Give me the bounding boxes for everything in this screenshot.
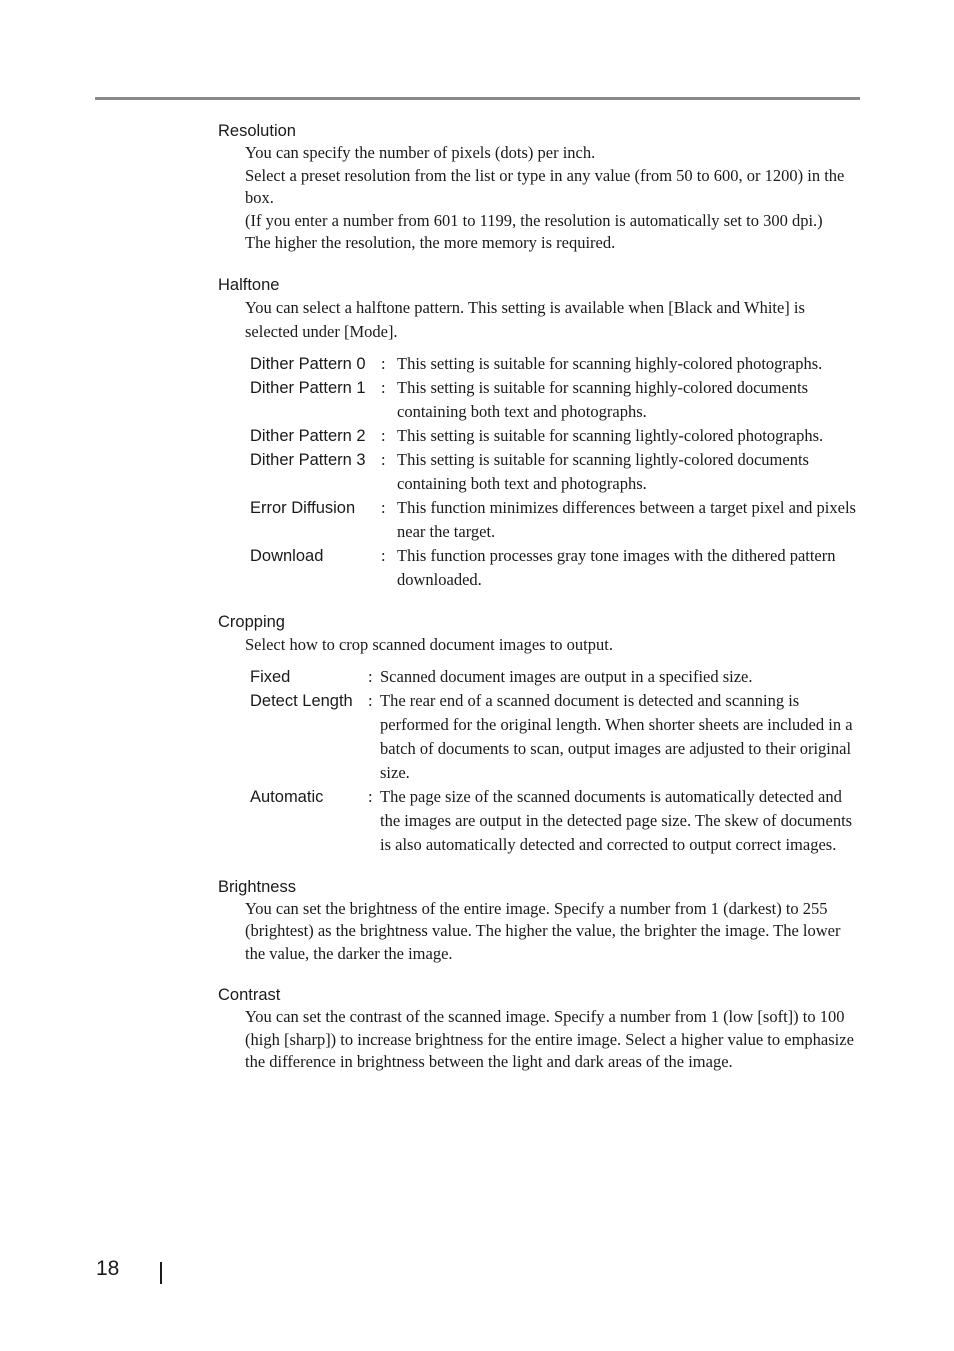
resolution-line: (If you enter a number from 601 to 1199, the resolution is automatically set to 300 dpi.): [245, 210, 823, 230]
cropping-option: [250, 785, 862, 857]
option-colon: :: [368, 786, 373, 806]
halftone-section: [218, 274, 862, 592]
resolution-section: [218, 120, 862, 255]
cropping-intro: Select how to crop scanned document images to output.: [245, 634, 613, 654]
brightness-body: You can set the brightness of the entire image. Specify a number from 1 (darkest) to 255 (brightest) as the brightness value. The higher the value, the brighter the image. The lower the value, the darker the image.: [245, 898, 841, 963]
cropping-heading: Cropping: [218, 612, 285, 631]
option-term: Dither Pattern 0: [250, 354, 366, 373]
contrast-section: [218, 984, 862, 1074]
option-colon: :: [381, 449, 386, 469]
option-description: This function processes gray tone images with the dithered pattern downloaded.: [397, 545, 836, 589]
halftone-option: [250, 448, 862, 496]
halftone-options-list: [250, 352, 862, 592]
option-term: Dither Pattern 3: [250, 450, 366, 469]
cropping-options-list: [250, 665, 862, 857]
option-term: Dither Pattern 1: [250, 378, 366, 397]
halftone-option: [250, 496, 862, 544]
page-content: [218, 120, 862, 1093]
option-colon: :: [368, 690, 373, 710]
halftone-heading: Halftone: [218, 275, 280, 294]
resolution-line: You can specify the number of pixels (dots) per inch.: [245, 143, 596, 162]
option-colon: :: [381, 545, 386, 565]
option-term: Fixed: [250, 667, 291, 686]
option-term: Download: [250, 546, 324, 565]
header-rule: [95, 97, 860, 100]
resolution-body: [245, 142, 862, 255]
contrast-body: You can set the contrast of the scanned image. Specify a number from 1 (low [soft]) to 100 (high [sharp]) to increase brightness for the entire image. Select a higher value to emphasize the difference in brightness between the light and dark areas of the image.: [245, 1007, 854, 1071]
halftone-option: [250, 352, 862, 376]
option-description: This function minimizes differences between a target pixel and pixels near the target.: [397, 497, 856, 541]
halftone-intro: You can select a halftone pattern. This setting is available when [Black and White] is selected under [Mode].: [245, 297, 805, 341]
halftone-option: [250, 544, 862, 592]
option-description: The rear end of a scanned document is detected and scanning is performed for the original length. When shorter sheets are included in a batch of documents to scan, output images are adjusted to their original size.: [380, 690, 853, 782]
page-number: 18: [96, 1257, 120, 1280]
option-colon: :: [381, 353, 386, 373]
option-description: This setting is suitable for scanning highly-colored photographs.: [397, 353, 823, 373]
option-description: This setting is suitable for scanning lightly-colored photographs.: [397, 425, 824, 445]
option-description: This setting is suitable for scanning lightly-colored documents containing both text and photographs.: [397, 449, 809, 493]
halftone-option: [250, 424, 862, 448]
option-description: Scanned document images are output in a specified size.: [380, 666, 753, 686]
contrast-heading: Contrast: [218, 986, 281, 1004]
option-term: Error Diffusion: [250, 498, 356, 517]
resolution-line: The higher the resolution, the more memory is required.: [245, 233, 616, 252]
brightness-section: [218, 876, 862, 966]
option-description: This setting is suitable for scanning highly-colored documents containing both text and photographs.: [397, 377, 809, 421]
brightness-heading: Brightness: [218, 877, 296, 896]
halftone-option: [250, 376, 862, 424]
option-term: Dither Pattern 2: [250, 426, 366, 445]
resolution-heading: Resolution: [218, 122, 296, 140]
option-term: Automatic: [250, 787, 324, 806]
option-colon: :: [381, 497, 386, 517]
option-colon: :: [381, 377, 386, 397]
resolution-line: Select a preset resolution from the list or type in any value (from 50 to 600, or 1200) in the box.: [245, 165, 845, 207]
option-colon: :: [381, 425, 386, 445]
option-colon: :: [368, 666, 373, 686]
page-number-divider: [160, 1262, 162, 1284]
cropping-section: [218, 611, 862, 857]
option-description: The page size of the scanned documents is automatically detected and the images are output in the detected page size. The skew of documents is also automatically detected and corrected to output correct images.: [380, 786, 853, 854]
option-term: Detect Length: [250, 691, 353, 710]
cropping-option: [250, 689, 862, 785]
cropping-option: [250, 665, 862, 689]
